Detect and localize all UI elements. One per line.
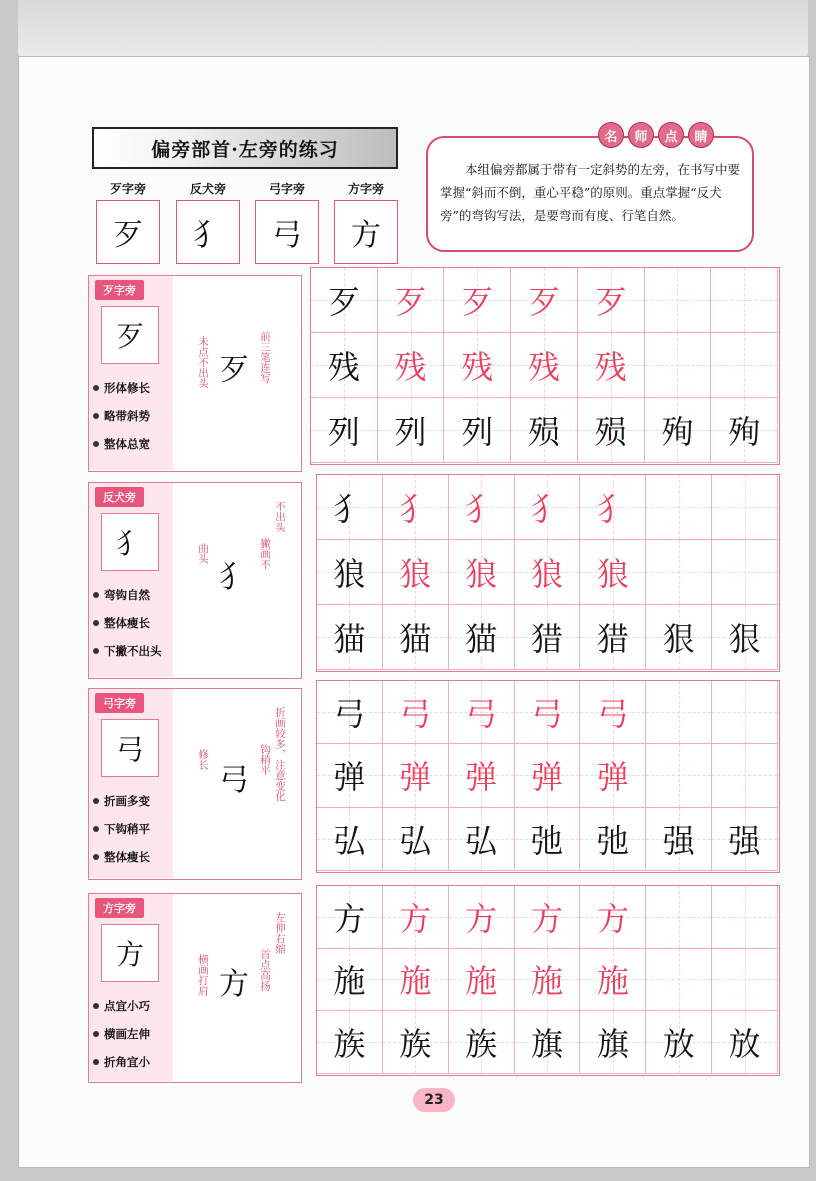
practice-char: 猫: [399, 620, 432, 658]
top-example-glyph: 弓: [255, 200, 319, 264]
practice-cell[interactable]: [645, 268, 712, 333]
radical-stroke-demo: 歹: [219, 352, 249, 388]
practice-char: 狠: [728, 620, 761, 658]
practice-grid: [316, 885, 780, 1076]
practice-cell[interactable]: [311, 333, 378, 398]
practice-cell[interactable]: [646, 949, 712, 1012]
practice-cell[interactable]: [449, 1011, 515, 1074]
badge-char: 点: [658, 122, 684, 148]
practice-cell[interactable]: [712, 808, 778, 871]
practice-char: 弹: [465, 758, 498, 797]
practice-char: 强: [728, 821, 761, 860]
practice-char: 猫: [465, 620, 498, 658]
practice-char: 旗: [530, 1025, 563, 1064]
practice-cell[interactable]: [646, 808, 712, 871]
practice-char: 方: [530, 899, 563, 938]
tip-bullet: 形体修长: [93, 374, 150, 402]
practice-char: 列: [394, 413, 427, 451]
practice-cell[interactable]: [317, 681, 383, 744]
tip-bullet: 下钩稍平: [93, 815, 150, 843]
practice-char: 列: [327, 413, 360, 451]
practice-cell[interactable]: [317, 1011, 383, 1074]
practice-char: 方: [333, 899, 366, 938]
practice-cell[interactable]: [711, 333, 778, 398]
top-example-label: 反犬旁: [189, 182, 226, 196]
practice-cell[interactable]: [515, 540, 581, 605]
practice-cell[interactable]: [383, 886, 449, 949]
practice-char: 弹: [596, 758, 629, 797]
top-examples: [95, 176, 405, 268]
practice-char: 残: [527, 348, 560, 386]
stroke-note: 前三笔连写: [259, 331, 271, 384]
practice-grid: [316, 680, 780, 873]
practice-char: 弛: [596, 821, 629, 860]
practice-char: 歹: [461, 283, 494, 321]
practice-char: 族: [465, 1025, 498, 1064]
practice-char: 弘: [399, 821, 432, 860]
stroke-note: 不出头: [274, 501, 286, 533]
practice-char: 弘: [333, 821, 366, 860]
radical-stroke-demo: 方: [219, 967, 249, 1002]
radical-tag: 方字旁: [95, 898, 144, 918]
practice-char: 弛: [530, 821, 563, 860]
radical-tag: 歹字旁: [95, 280, 144, 300]
practice-cell[interactable]: [383, 540, 449, 605]
practice-char: 狼: [333, 555, 366, 593]
practice-cell[interactable]: [580, 605, 646, 670]
practice-char: 强: [662, 821, 695, 860]
practice-char: 施: [596, 962, 629, 1001]
practice-cell[interactable]: [578, 333, 645, 398]
practice-cell[interactable]: [646, 886, 712, 949]
practice-grid: [316, 474, 780, 672]
practice-cell[interactable]: [515, 949, 581, 1012]
stroke-note: 钩稍平: [259, 744, 271, 776]
radical-tag: 弓字旁: [95, 693, 144, 713]
radical-panel: [88, 482, 302, 679]
top-example-glyph: 犭: [176, 200, 240, 264]
practice-cell[interactable]: [383, 605, 449, 670]
radical-stroke-demo: 犭: [219, 559, 249, 595]
practice-char: 狼: [465, 555, 498, 593]
stroke-note: 折画较多，注意变化: [274, 707, 286, 802]
radical-panel: [88, 688, 302, 880]
practice-char: 狼: [530, 555, 563, 593]
top-example-label: 歹字旁: [109, 182, 146, 196]
practice-cell[interactable]: [311, 398, 378, 463]
practice-char: 放: [662, 1025, 695, 1064]
practice-cell[interactable]: [511, 333, 578, 398]
practice-cell[interactable]: [317, 475, 383, 540]
practice-cell[interactable]: [449, 886, 515, 949]
badge-char: 师: [628, 122, 654, 148]
stroke-note: 曲头: [197, 543, 209, 564]
practice-cell[interactable]: [646, 744, 712, 807]
tip-bullet: 折画多变: [93, 787, 150, 815]
radical-panel: [88, 275, 302, 472]
practice-cell[interactable]: [712, 949, 778, 1012]
stroke-note: 横画打肩: [197, 954, 209, 996]
practice-char: 殉: [728, 413, 761, 451]
practice-cell[interactable]: [646, 1011, 712, 1074]
practice-cell[interactable]: [515, 808, 581, 871]
practice-grid: [310, 267, 780, 465]
practice-cell[interactable]: [712, 540, 778, 605]
practice-cell[interactable]: [578, 268, 645, 333]
top-example-label: 方字旁: [347, 182, 384, 196]
tip-bullet: 折角宜小: [93, 1048, 150, 1076]
practice-cell[interactable]: [580, 540, 646, 605]
practice-char: 殒: [594, 413, 627, 451]
practice-char: 歹: [394, 283, 427, 321]
practice-char: 犭: [333, 490, 366, 528]
practice-cell[interactable]: [580, 475, 646, 540]
practice-cell[interactable]: [383, 1011, 449, 1074]
practice-char: 施: [465, 962, 498, 1001]
practice-char: 弹: [530, 758, 563, 797]
practice-char: 族: [399, 1025, 432, 1064]
practice-cell[interactable]: [646, 681, 712, 744]
practice-char: 施: [399, 962, 432, 1001]
tip-bullet: 弯钩自然: [93, 581, 150, 609]
practice-cell[interactable]: [317, 886, 383, 949]
practice-cell[interactable]: [580, 808, 646, 871]
practice-char: 列: [461, 413, 494, 451]
tip-bullet: 点宜小巧: [93, 992, 150, 1020]
radical-tag: 反犬旁: [95, 487, 144, 507]
practice-cell[interactable]: [580, 744, 646, 807]
practice-cell[interactable]: [311, 268, 378, 333]
practice-cell[interactable]: [580, 886, 646, 949]
practice-cell[interactable]: [712, 475, 778, 540]
practice-char: 施: [530, 962, 563, 1001]
practice-cell[interactable]: [515, 475, 581, 540]
practice-cell[interactable]: [444, 398, 511, 463]
practice-cell[interactable]: [449, 605, 515, 670]
practice-cell[interactable]: [515, 744, 581, 807]
practice-char: 残: [461, 348, 494, 386]
practice-char: 弓: [596, 695, 629, 734]
practice-char: 歹: [327, 283, 360, 321]
practice-cell[interactable]: [646, 475, 712, 540]
practice-char: 弹: [399, 758, 432, 797]
practice-char: 犭: [399, 490, 432, 528]
teacher-tip-box: 本组偏旁都属于带有一定斜势的左旁，在书写中要掌握“斜而不倒，重心平稳”的原则。重点掌握“反犬旁”的弯钩写法，是要弯而有度、行笔自然。: [426, 136, 754, 252]
practice-char: 弓: [530, 695, 563, 734]
page-number: 23: [413, 1088, 455, 1112]
practice-cell[interactable]: [515, 681, 581, 744]
practice-char: 放: [728, 1025, 761, 1064]
page-title: 偏旁部首·左旁的练习: [92, 127, 398, 169]
practice-char: 弓: [399, 695, 432, 734]
tip-bullet: 整体瘦长: [93, 843, 150, 871]
practice-char: 施: [333, 962, 366, 1001]
practice-char: 狠: [662, 620, 695, 658]
practice-char: 弓: [465, 695, 498, 734]
practice-char: 狼: [399, 555, 432, 593]
practice-cell[interactable]: [317, 540, 383, 605]
practice-cell[interactable]: [712, 886, 778, 949]
stroke-note: 修长: [197, 749, 209, 770]
practice-cell[interactable]: [712, 605, 778, 670]
practice-char: 族: [333, 1025, 366, 1064]
practice-cell[interactable]: [712, 681, 778, 744]
practice-char: 殒: [527, 413, 560, 451]
stroke-note: 未点不出头: [197, 336, 209, 389]
practice-cell[interactable]: [449, 681, 515, 744]
radical-example-glyph: 方: [101, 924, 159, 982]
practice-cell[interactable]: [449, 540, 515, 605]
practice-char: 猎: [596, 620, 629, 658]
practice-cell[interactable]: [383, 744, 449, 807]
teacher-tip-badge: [598, 122, 714, 148]
practice-cell[interactable]: [317, 949, 383, 1012]
practice-cell[interactable]: [444, 268, 511, 333]
practice-cell[interactable]: [444, 333, 511, 398]
practice-char: 弹: [333, 758, 366, 797]
practice-char: 方: [596, 899, 629, 938]
practice-cell[interactable]: [378, 398, 445, 463]
practice-char: 残: [594, 348, 627, 386]
practice-cell[interactable]: [511, 268, 578, 333]
practice-char: 旗: [596, 1025, 629, 1064]
stroke-note: 首点高扬: [259, 949, 271, 991]
practice-cell[interactable]: [712, 1011, 778, 1074]
badge-char: 睛: [688, 122, 714, 148]
practice-char: 殉: [661, 413, 694, 451]
practice-cell[interactable]: [383, 475, 449, 540]
practice-cell[interactable]: [317, 605, 383, 670]
radical-example-glyph: 歹: [101, 306, 159, 364]
radical-example-glyph: 犭: [101, 513, 159, 571]
stroke-note: 左伸右缩: [274, 912, 286, 954]
practice-cell[interactable]: [449, 808, 515, 871]
practice-cell[interactable]: [711, 398, 778, 463]
practice-char: 弓: [333, 695, 366, 734]
practice-char: 猫: [333, 620, 366, 658]
tip-bullet: 整体总宽: [93, 430, 150, 458]
practice-char: 犭: [530, 490, 563, 528]
practice-char: 残: [394, 348, 427, 386]
practice-char: 歹: [594, 283, 627, 321]
radical-stroke-demo: 弓: [219, 763, 249, 798]
top-example-glyph: 歹: [96, 200, 160, 264]
practice-cell[interactable]: [383, 949, 449, 1012]
radical-panel: [88, 893, 302, 1083]
practice-cell[interactable]: [646, 540, 712, 605]
practice-char: 狼: [596, 555, 629, 593]
practice-cell[interactable]: [511, 398, 578, 463]
radical-example-glyph: 弓: [101, 719, 159, 777]
practice-cell[interactable]: [378, 268, 445, 333]
tip-bullet: 略带斜势: [93, 402, 150, 430]
top-example-glyph: 方: [334, 200, 398, 264]
practice-cell[interactable]: [580, 949, 646, 1012]
tip-bullet: 整体瘦长: [93, 609, 150, 637]
practice-cell[interactable]: [317, 744, 383, 807]
practice-cell[interactable]: [515, 605, 581, 670]
practice-char: 猎: [530, 620, 563, 658]
practice-char: 犭: [465, 490, 498, 528]
top-example-label: 弓字旁: [268, 182, 305, 196]
practice-cell[interactable]: [449, 949, 515, 1012]
stroke-note: 撇画不: [259, 538, 271, 570]
practice-char: 犭: [596, 490, 629, 528]
practice-char: 方: [465, 899, 498, 938]
binding-strip: [18, 0, 808, 58]
badge-char: 名: [598, 122, 624, 148]
practice-char: 弘: [465, 821, 498, 860]
practice-cell[interactable]: [580, 1011, 646, 1074]
practice-cell[interactable]: [580, 681, 646, 744]
practice-cell[interactable]: [711, 268, 778, 333]
practice-cell[interactable]: [646, 605, 712, 670]
practice-char: 歹: [527, 283, 560, 321]
tip-bullet: 下撇不出头: [93, 637, 162, 665]
practice-char: 方: [399, 899, 432, 938]
practice-cell[interactable]: [645, 398, 712, 463]
practice-cell[interactable]: [383, 681, 449, 744]
practice-cell[interactable]: [449, 744, 515, 807]
tip-bullet: 横画左伸: [93, 1020, 150, 1048]
practice-cell[interactable]: [712, 744, 778, 807]
practice-char: 残: [327, 348, 360, 386]
practice-cell[interactable]: [378, 333, 445, 398]
practice-cell[interactable]: [317, 808, 383, 871]
practice-cell[interactable]: [578, 398, 645, 463]
practice-cell[interactable]: [645, 333, 712, 398]
practice-cell[interactable]: [449, 475, 515, 540]
practice-cell[interactable]: [515, 886, 581, 949]
practice-cell[interactable]: [515, 1011, 581, 1074]
practice-cell[interactable]: [383, 808, 449, 871]
